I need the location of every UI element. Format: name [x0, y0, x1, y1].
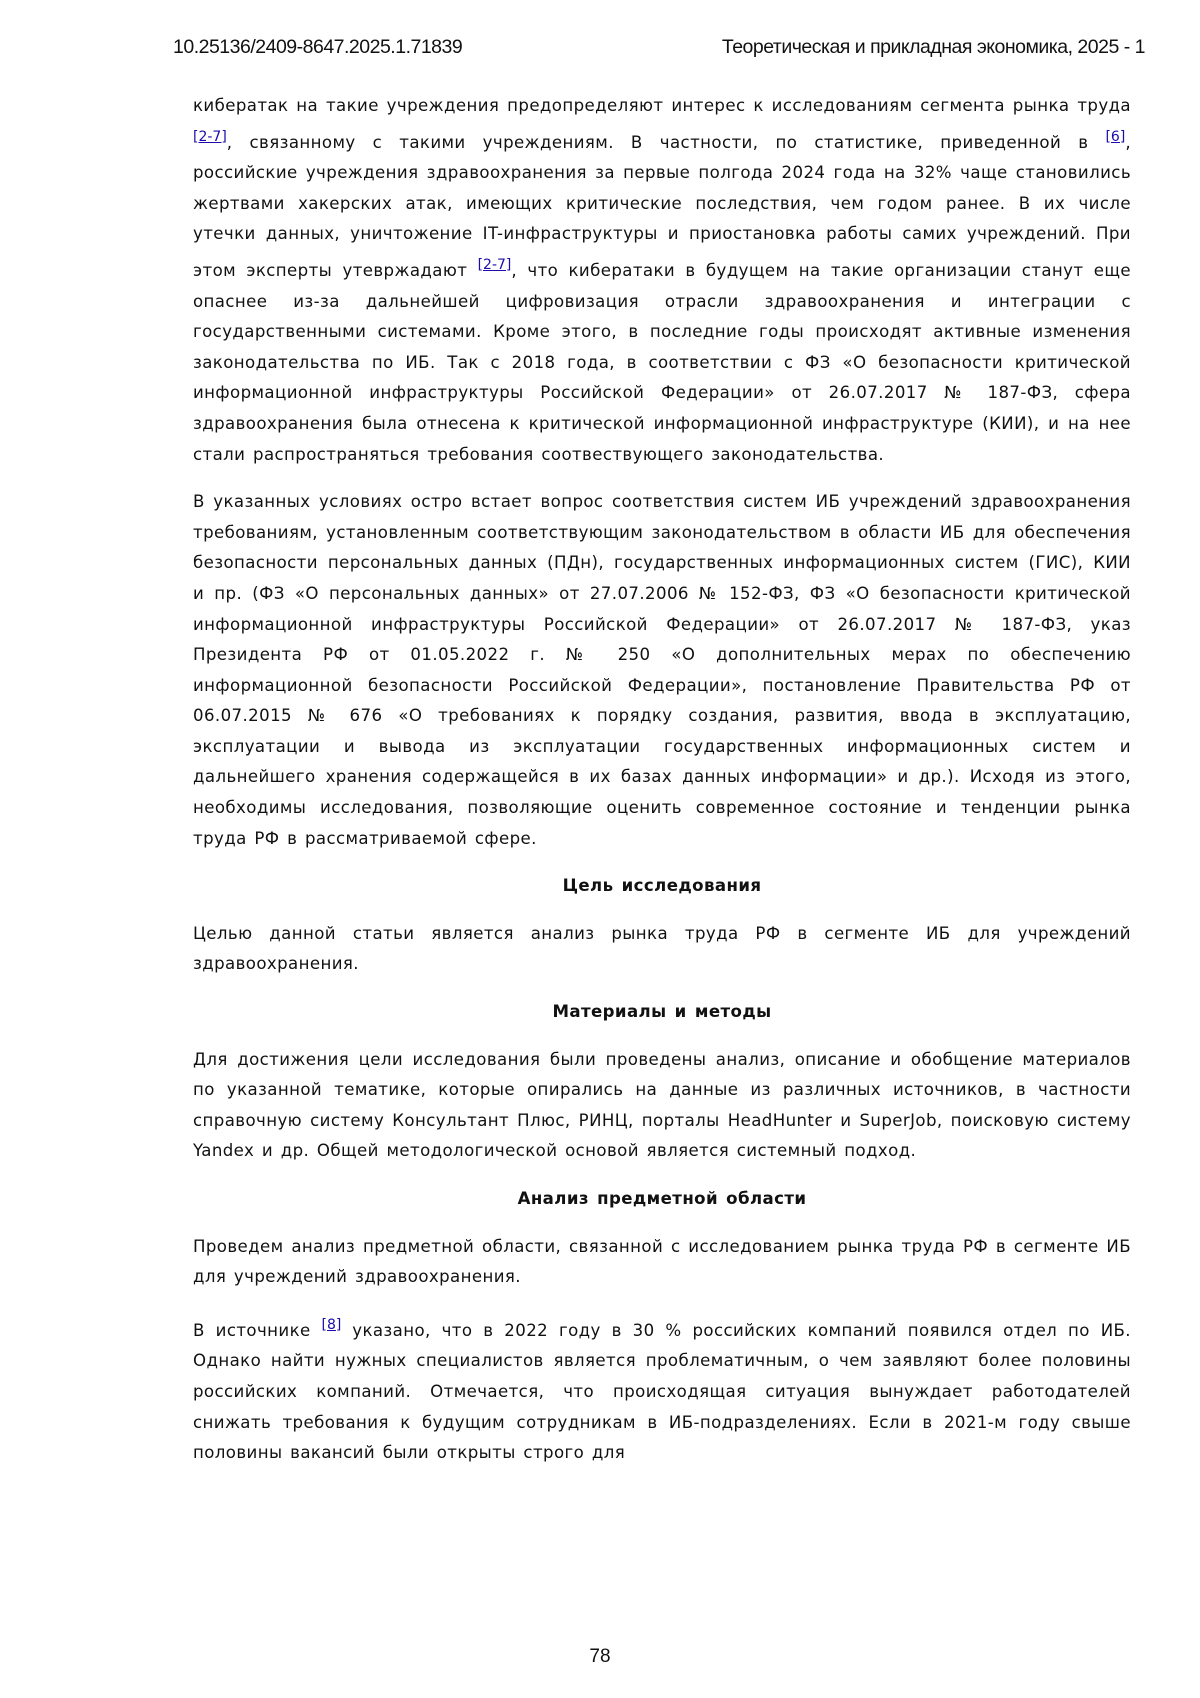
text-run: В источнике — [193, 1321, 322, 1340]
paragraph-2: В указанных условиях остро встает вопрос соответствия систем ИБ учреждений здравоохранения требованиям, установленным соответствующим законодательством в области ИБ для обеспечения безопасности персональных данных (ПДн), государственных информационных систем (ГИС), КИИ и пр. (ФЗ «О персональных данных» от 27.07.2006 № 152-ФЗ, ФЗ «О безопасности критической информационной инфраструктуры Российской Федерации» от 26.07.2017 № 187-ФЗ, указ Президента РФ от 01.05.2022 г. № 250 «О дополнительных мерах по обеспечению информационной безопасности Российской Федерации», постановление Правительства РФ от 06.07.2015 № 676 «О требованиях к порядку создания, развития, ввода в эксплуатацию, эксплуатации и вывода из эксплуатации государственных информационных систем и дальнейшего хранения содержащейся в их базах данных информации» и др.). Исходя из этого, необходимы исследования, позволяющие оценить современное состояние и тенденции рынка труда РФ в рассматриваемой сфере. — [193, 487, 1131, 854]
reference-link[interactable]: [2-7] — [478, 257, 512, 273]
paragraph-4: Для достижения цели исследования были проведены анализ, описание и обобщение материалов по указанной тематике, которые опирались на данные из различных источников, в частности справочную систему Консультант Плюс, РИНЦ, порталы HeadHunter и SuperJob, поисковую систему Yandex и др. Общей методологической основой является системный подход. — [193, 1045, 1131, 1167]
page-number: 78 — [0, 1646, 1200, 1668]
running-header — [173, 36, 1145, 59]
doi-text: 10.25136/2409-8647.2025.1.71839 — [173, 36, 462, 59]
paragraph-6 — [193, 1310, 1131, 1469]
paragraph-5: Проведем анализ предметной области, связанной с исследованием рынка труда РФ в сегменте ИБ для учреждений здравоохранения. — [193, 1232, 1131, 1293]
journal-title: Теоретическая и прикладная экономика, 2025 - 1 — [722, 36, 1145, 59]
text-run: , что кибератаки в будущем на такие организации станут еще опаснее из-за дальнейшей цифровизация отрасли здравоохранения и интеграции с государственными системами. Кроме этого, в последние годы происходят активные изменения законодательства по ИБ. Так с 2018 года, в соответствии с ФЗ «О безопасности критической информационной инфраструктуры Российской Федерации» от 26.07.2017 № 187-ФЗ, сфера здравоохранения была отнесена к критической информационной инфраструктуре (КИИ), и на нее стали распространяться требования соотвествующего законодательства. — [193, 261, 1131, 464]
reference-link[interactable]: [2-7] — [193, 129, 227, 145]
paragraph-1 — [193, 91, 1131, 470]
paragraph-3: Целью данной статьи является анализ рынка труда РФ в сегменте ИБ для учреждений здравоохранения. — [193, 919, 1131, 980]
article-body — [193, 91, 1131, 1486]
text-run: кибератак на такие учреждения предопределяют интерес к исследованиям сегмента рынка труда — [193, 96, 1131, 115]
text-run: , связанному с такими учреждениям. В частности, по статистике, приведенной в — [227, 133, 1106, 152]
section-heading-goal: Цель исследования — [193, 871, 1131, 902]
reference-link[interactable]: [8] — [322, 1317, 342, 1333]
text-run: , российские учреждения здравоохранения за первые полгода 2024 года на 32% чаще становились жертвами хакерских атак, имеющих критические последствия, чем годом ранее. В их числе утечки данных, уничтожение IT-инфраструктуры и приостановка работы самих учреждений. При этом эксперты утевржадают — [193, 133, 1131, 280]
reference-link[interactable]: [6] — [1105, 129, 1125, 145]
section-heading-analysis: Анализ предметной области — [193, 1184, 1131, 1215]
text-run: указано, что в 2022 году в 30 % российских компаний появился отдел по ИБ. Однако найти нужных специалистов является проблематичным, о чем заявляют более половины российских компаний. Отмечается, что происходящая ситуация вынуждает работодателей снижать требования к будущим сотрудникам в ИБ-подразделениях. Если в 2021-м году свыше половины вакансий были открыты строго для — [193, 1321, 1131, 1462]
section-heading-methods: Материалы и методы — [193, 997, 1131, 1028]
